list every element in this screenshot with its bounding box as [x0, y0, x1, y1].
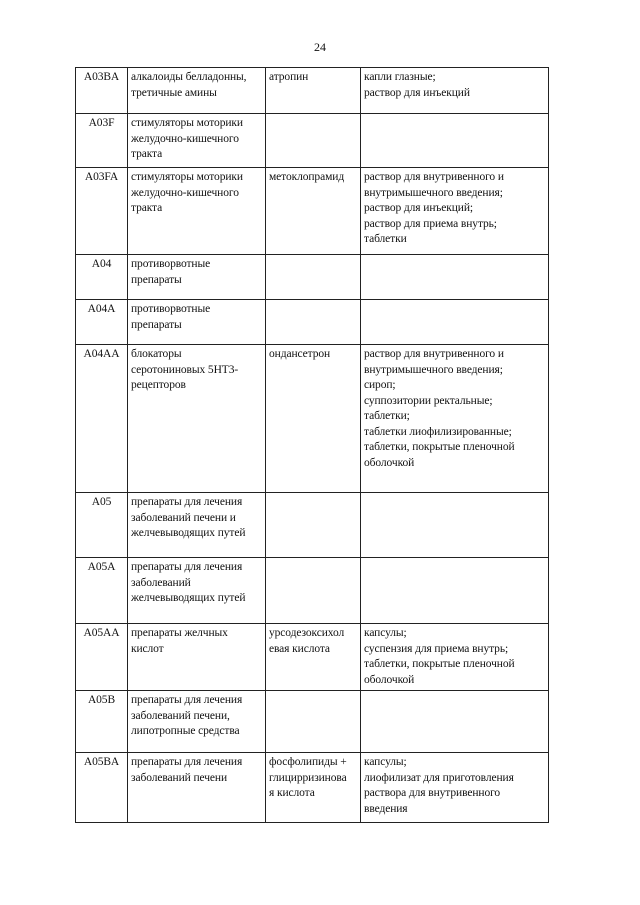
inn-cell — [266, 691, 361, 753]
table-row — [76, 255, 549, 300]
table-row — [76, 691, 549, 753]
form-line: оболочкой — [364, 456, 415, 469]
group-line: серотониновых 5НТ3- — [131, 363, 239, 376]
inn-line: глицирризинова — [269, 771, 347, 784]
group-line: заболеваний печени и — [131, 511, 236, 524]
form-line: раствор для внутривенного и — [364, 171, 504, 183]
form-line: таблетки лиофилизированные; — [364, 425, 512, 438]
group-cell — [128, 68, 266, 114]
group-line: блокаторы — [131, 348, 182, 360]
table-row — [76, 300, 549, 345]
inn-cell — [266, 300, 361, 345]
form-line: внутримышечного введения; — [364, 363, 503, 376]
group-line: препараты — [131, 273, 182, 286]
atc-code-cell — [76, 624, 128, 691]
inn-line: я кислота — [269, 787, 315, 799]
form-line: раствор для инъекций; — [364, 202, 473, 214]
form-line: оболочкой — [364, 673, 415, 686]
form-line: суспензия для приема внутрь; — [364, 642, 509, 655]
atc-code: A05 — [91, 496, 112, 508]
group-line: тракта — [131, 148, 163, 160]
atc-code-cell — [76, 68, 128, 114]
atc-code-cell — [76, 493, 128, 558]
form-line: раствор для внутривенного и — [364, 348, 504, 360]
drug-table — [75, 67, 549, 823]
group-cell — [128, 345, 266, 493]
form-line: раствора для внутривенного — [364, 787, 501, 799]
group-cell — [128, 300, 266, 345]
atc-code-cell — [76, 114, 128, 168]
form-line: капсулы; — [364, 627, 407, 639]
table-row — [76, 168, 549, 255]
inn-cell — [266, 345, 361, 493]
group-line: желудочно-кишечного — [131, 186, 239, 199]
form-line: таблетки, покрытые пленочной — [364, 658, 515, 670]
form-line: капли глазные; — [364, 71, 436, 83]
table-row — [76, 558, 549, 624]
group-line: противорвотные — [131, 303, 211, 315]
group-line: желчевыводящих путей — [131, 527, 246, 539]
group-cell — [128, 168, 266, 255]
group-cell — [128, 558, 266, 624]
atc-code-cell — [76, 300, 128, 345]
group-line: заболеваний печени, — [131, 709, 230, 722]
group-line: стимуляторы моторики — [131, 117, 243, 129]
group-line: препараты для лечения — [131, 694, 243, 706]
forms-cell — [361, 114, 549, 168]
group-line: кислот — [131, 642, 164, 655]
form-line: капсулы; — [364, 756, 407, 768]
group-line: липотропные средства — [131, 725, 240, 737]
group-line: заболеваний — [131, 576, 191, 589]
table-row — [76, 753, 549, 823]
form-line: внутримышечного введения; — [364, 186, 503, 199]
atc-code: A05A — [87, 561, 116, 573]
atc-code-cell — [76, 558, 128, 624]
table-row — [76, 493, 549, 558]
group-cell — [128, 255, 266, 300]
form-line: таблетки — [364, 233, 407, 245]
table-body — [76, 68, 549, 823]
inn-cell — [266, 114, 361, 168]
atc-code: A04AA — [83, 348, 120, 360]
group-cell — [128, 493, 266, 558]
inn-line: атропин — [269, 71, 309, 83]
forms-cell — [361, 493, 549, 558]
atc-code: A03F — [88, 117, 115, 129]
table-row — [76, 68, 549, 114]
inn-line: евая кислота — [269, 642, 330, 655]
atc-code-cell — [76, 691, 128, 753]
group-line: рецепторов — [131, 379, 186, 391]
group-line: противорвотные — [131, 258, 211, 270]
forms-cell — [361, 624, 549, 691]
atc-code-cell — [76, 255, 128, 300]
table-row — [76, 114, 549, 168]
group-cell — [128, 114, 266, 168]
group-line: препараты для лечения — [131, 496, 243, 508]
atc-code-cell — [76, 345, 128, 493]
atc-code: A03FA — [84, 171, 119, 183]
group-cell — [128, 691, 266, 753]
form-line: введения — [364, 802, 408, 815]
form-line: суппозитории ректальные; — [364, 394, 493, 407]
atc-code: A04 — [91, 258, 112, 270]
inn-cell — [266, 255, 361, 300]
table-row — [76, 345, 549, 493]
inn-cell — [266, 753, 361, 823]
forms-cell — [361, 300, 549, 345]
group-line: препараты для лечения — [131, 756, 243, 768]
form-line: лиофилизат для приготовления — [364, 771, 514, 784]
atc-code: A03BA — [83, 71, 120, 83]
atc-code-cell — [76, 753, 128, 823]
page-number: 24 — [314, 40, 326, 54]
group-line: препараты — [131, 318, 182, 331]
inn-line: ондансетрон — [269, 348, 331, 360]
group-line: алкалоиды белладонны, — [131, 71, 247, 83]
form-line: раствор для приема внутрь; — [364, 217, 497, 230]
inn-line: фосфолипиды + — [269, 756, 347, 768]
form-line: таблетки; — [364, 410, 410, 422]
forms-cell — [361, 255, 549, 300]
group-line: заболеваний печени — [131, 771, 228, 784]
inn-cell — [266, 558, 361, 624]
inn-cell — [266, 68, 361, 114]
group-line: тракта — [131, 202, 163, 214]
group-cell — [128, 624, 266, 691]
forms-cell — [361, 691, 549, 753]
atc-code: A05BA — [83, 756, 120, 768]
inn-line: урсодезоксихол — [269, 627, 345, 639]
form-line: таблетки, покрытые пленочной — [364, 441, 515, 453]
forms-cell — [361, 345, 549, 493]
atc-code: A05AA — [83, 627, 120, 639]
forms-cell — [361, 753, 549, 823]
atc-code-cell — [76, 168, 128, 255]
group-cell — [128, 753, 266, 823]
group-line: желчевыводящих путей — [131, 592, 246, 604]
inn-line: метоклопрамид — [269, 171, 345, 183]
group-line: третичные амины — [131, 86, 217, 99]
form-line: раствор для инъекций — [364, 86, 470, 99]
form-line: сироп; — [364, 379, 396, 391]
inn-cell — [266, 168, 361, 255]
group-line: стимуляторы моторики — [131, 171, 243, 183]
inn-cell — [266, 493, 361, 558]
forms-cell — [361, 68, 549, 114]
forms-cell — [361, 168, 549, 255]
forms-cell — [361, 558, 549, 624]
group-line: препараты для лечения — [131, 561, 243, 573]
atc-code: A05B — [87, 694, 116, 706]
group-line: препараты желчных — [131, 627, 228, 639]
table-row — [76, 624, 549, 691]
group-line: желудочно-кишечного — [131, 132, 239, 145]
inn-cell — [266, 624, 361, 691]
atc-code: A04A — [87, 303, 116, 315]
